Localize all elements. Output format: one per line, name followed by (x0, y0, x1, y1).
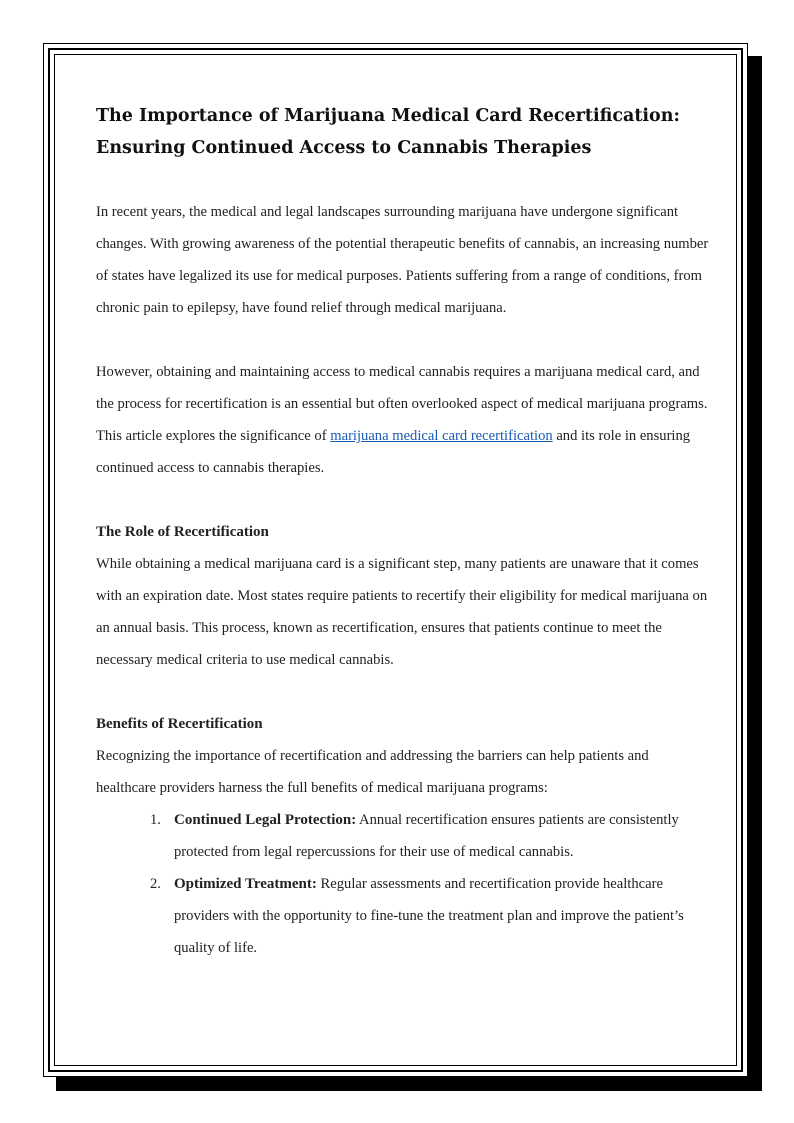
benefits-section-heading: Benefits of Recertification (96, 716, 263, 732)
list-item (96, 804, 711, 868)
list-item-number: 1. (150, 812, 161, 828)
role-section-paragraph: While obtaining a medical marijuana card is a significant step, many patients are unaware that it comes with an expiration date. Most states require patients to recertify their eligibility for medical marijuana on an annual basis. This process, known as recertification, ensures that patients continue to meet the necessary medical criteria to use medical cannabis. (96, 556, 708, 668)
list-item-text: Annual recertification ensures patients are consistently protected from legal repercussions for their use of medical cannabis. (174, 812, 679, 860)
title-line-2: Ensuring Continued Access to Cannabis Therapies (96, 138, 592, 158)
document-body (96, 100, 711, 964)
list-item-term: Optimized Treatment: (174, 876, 317, 892)
intro-paragraph: In recent years, the medical and legal landscapes surrounding marijuana have undergone significant changes. With growing awareness of the potential therapeutic benefits of cannabis, an increasing number of states have legalized its use for medical purposes. Patients suffering from a range of conditions, from chronic pain to epilepsy, have found relief through medical marijuana. (96, 204, 709, 316)
recertification-link[interactable]: marijuana medical card recertification (330, 428, 553, 444)
benefits-section-paragraph: Recognizing the importance of recertification and addressing the barriers can help patients and healthcare providers harness the full benefits of medical marijuana programs: (96, 748, 649, 796)
list-item-text: Regular assessments and recertification provide healthcare providers with the opportunity to fine-tune the treatment plan and improve the patient’s quality of life. (174, 876, 684, 956)
list-item (96, 868, 711, 964)
document-title (96, 100, 711, 164)
list-item-term: Continued Legal Protection: (174, 812, 357, 828)
second-paragraph (96, 356, 711, 484)
role-section-heading: The Role of Recertification (96, 524, 269, 540)
title-line-1: The Importance of Marijuana Medical Card Recertification: (96, 106, 680, 126)
list-item-number: 2. (150, 876, 161, 892)
second-paragraph-end: and its role in ensuring continued access to cannabis therapies. (96, 428, 691, 476)
benefits-list (96, 804, 711, 964)
second-paragraph-start: However, obtaining and maintaining access to medical cannabis requires a marijuana medical card, and the process for recertification is an essential but often overlooked aspect of medical marijuana programs. This article explores the significance of (96, 364, 708, 444)
